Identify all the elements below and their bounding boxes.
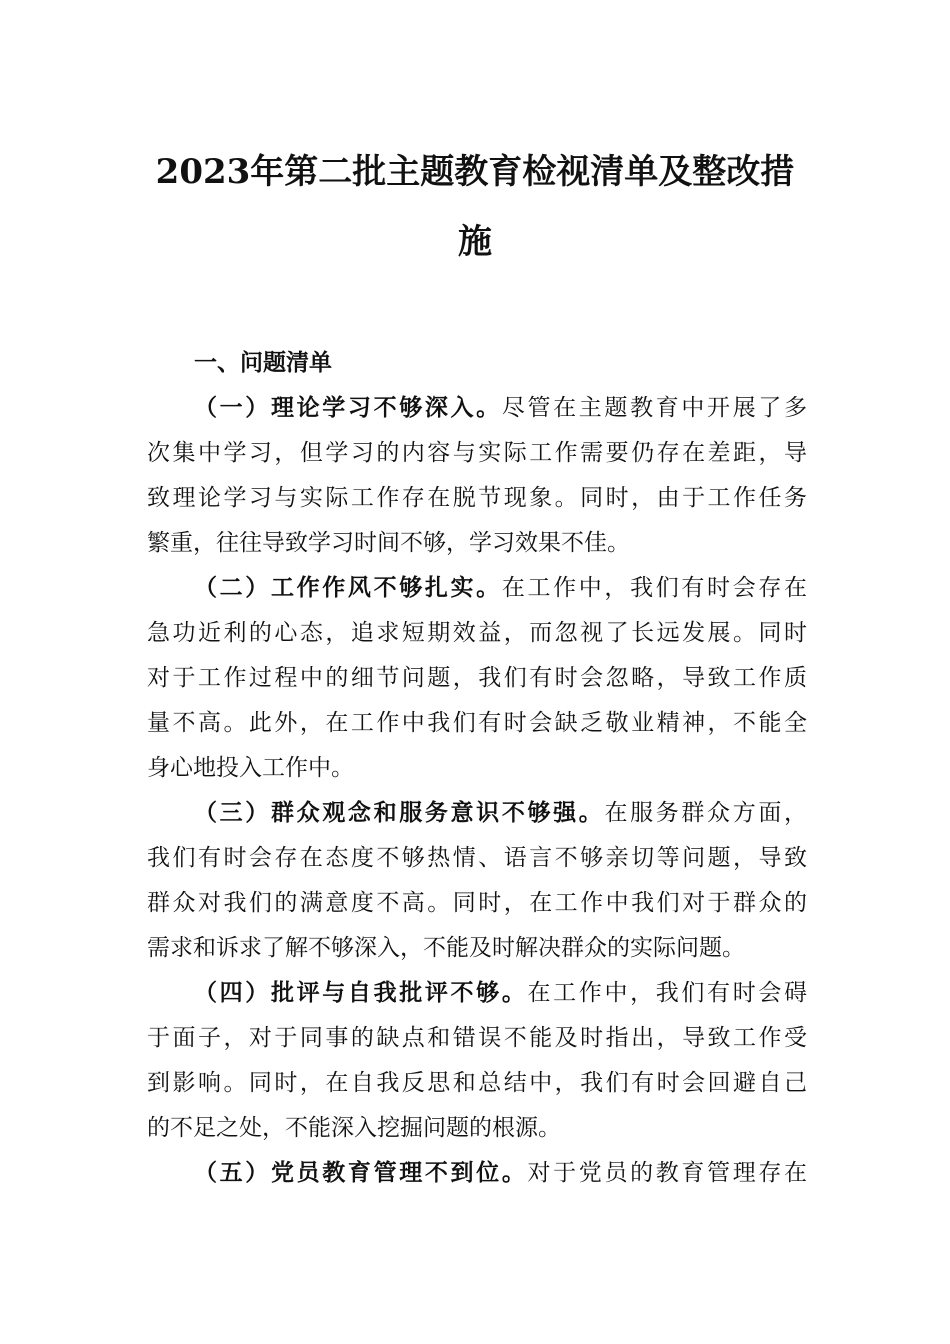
- paragraph-4-line-3: 到影响。同时，在自我反思和总结中，我们有时会回避自己: [147, 1070, 807, 1096]
- paragraph-1-line-3: 致理论学习与实际工作存在脱节现象。同时，由于工作任务: [147, 485, 807, 511]
- paragraph-2-line-3: 对于工作过程中的细节问题，我们有时会忽略，导致工作质: [147, 665, 807, 691]
- paragraph-4-lead: （四）批评与自我批评不够。: [194, 980, 528, 1006]
- paragraph-1-lead: （一）理论学习不够深入。: [194, 395, 502, 421]
- paragraph-3-text: 在服务群众方面，: [604, 800, 807, 826]
- document-title: 2023年第二批主题教育检视清单及整改措: [155, 152, 795, 192]
- paragraph-2-line-4: 量不高。此外，在工作中我们有时会缺乏敬业精神，不能全: [147, 710, 807, 736]
- paragraph-2-line-2: 急功近利的心态，追求短期效益，而忽视了长远发展。同时: [147, 620, 807, 646]
- paragraph-2-text: 在工作中，我们有时会存在: [501, 575, 807, 601]
- paragraph-5-text: 对于党员的教育管理存在: [527, 1160, 807, 1186]
- paragraph-1-text: 尽管在主题教育中开展了多: [501, 395, 807, 421]
- paragraph-3-line-3: 群众对我们的满意度不高。同时，在工作中我们对于群众的: [147, 890, 807, 916]
- paragraph-3-lead: （三）群众观念和服务意识不够强。: [194, 800, 605, 826]
- paragraph-5-line-1: [194, 1153, 807, 1193]
- paragraph-4-line-1: [194, 973, 807, 1013]
- paragraph-4-line-4: 的不足之处，不能深入挖掘问题的根源。: [147, 1115, 561, 1141]
- paragraph-2-line-1: [194, 568, 807, 608]
- paragraph-2-lead: （二）工作作风不够扎实。: [194, 575, 502, 601]
- paragraph-4-text: 在工作中，我们有时会碍: [527, 980, 807, 1006]
- paragraph-1-line-2: 次集中学习，但学习的内容与实际工作需要仍存在差距，导: [147, 440, 807, 466]
- paragraph-1-line-1: [194, 388, 807, 428]
- paragraph-2-line-5: 身心地投入工作中。: [147, 755, 354, 781]
- paragraph-1-line-4: 繁重，往往导致学习时间不够，学习效果不佳。: [147, 530, 630, 556]
- paragraph-3-line-2: 我们有时会存在态度不够热情、语言不够亲切等问题，导致: [147, 845, 807, 871]
- paragraph-3-line-1: [194, 793, 807, 833]
- section-heading: 一、问题清单: [194, 350, 332, 376]
- paragraph-5-lead: （五）党员教育管理不到位。: [194, 1160, 528, 1186]
- paragraph-3-line-4: 需求和诉求了解不够深入，不能及时解决群众的实际问题。: [147, 935, 745, 961]
- paragraph-4-line-2: 于面子，对于同事的缺点和错误不能及时指出，导致工作受: [147, 1025, 807, 1051]
- document-title-continued: 施: [458, 222, 492, 262]
